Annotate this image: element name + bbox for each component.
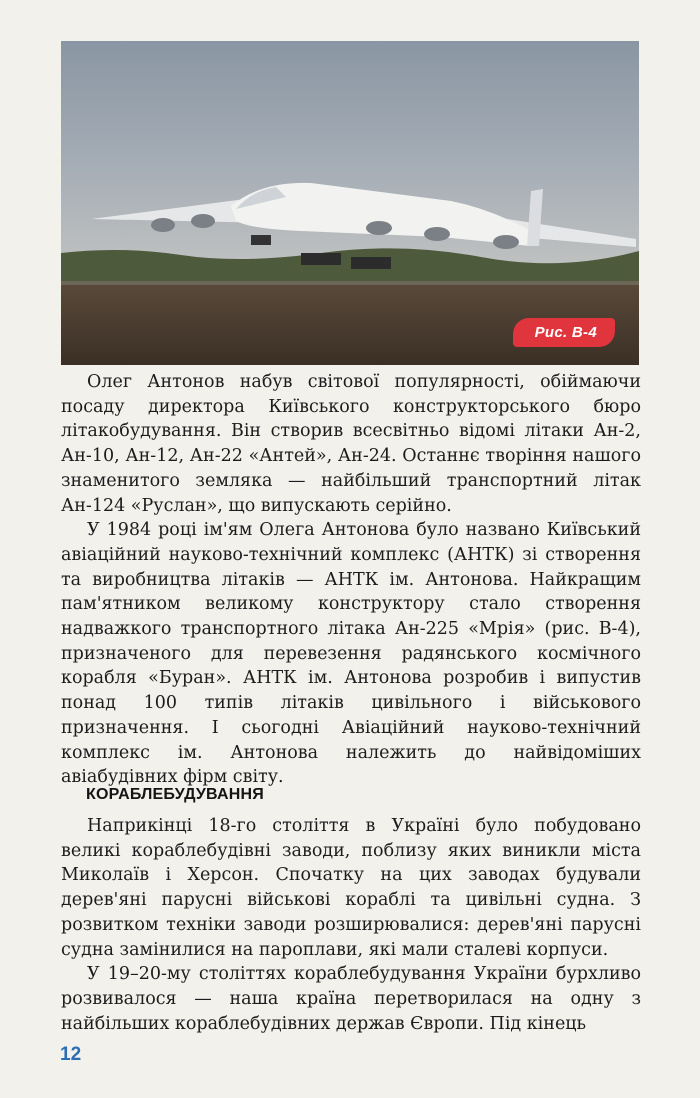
article-text-bottom: [61, 814, 641, 1036]
section-heading: КОРАБЛЕБУДУВАННЯ: [86, 786, 264, 803]
engine: [151, 218, 175, 232]
an-225-illustration: [61, 41, 639, 365]
landing-gear: [351, 257, 391, 269]
airplane-photo: [61, 41, 639, 365]
paragraph: Наприкінці 18-го століття в Україні було побудовано великі кораблебудівні заводи, поблизу яких виникли міста Миколаїв і Херсон. Спочатку на цих заводах будували дерев'яні парусні військові кораблі та цивільні судна. З розвитком техніки заводи розширювалися: дерев'яні парусні судна замінилися на пароплави, які мали сталеві корпуси.: [61, 816, 641, 960]
paragraph: У 19–20-му століттях кораблебудування України бурхливо розвивалося — наша країна перетворилася на одну з найбільших кораблебудівних держав Європи. Під кінець: [61, 964, 641, 1034]
figure-label: Рис. В-4: [513, 318, 615, 347]
page-number: 12: [60, 1044, 82, 1065]
engine: [424, 227, 450, 241]
landing-gear: [301, 253, 341, 265]
paragraph: У 1984 році ім'ям Олега Антонова було названо Київський авіаційний науково-технічний комплекс (АНТК) зі створення та виробництва літаків — АНТК ім. Антонова. Найкращим пам'ятником великому конструктору стало створення надважкого транспортного літака Ан-225 «Мрія» (рис. В-4), призначеного для перевезення радянського космічного корабля «Буран». АНТК ім. Антонова розробив і випустив понад 100 типів літаків цивільного і військового призначення. І сьогодні Авіаційний науково-технічний комплекс ім. Антонова належить до найвідоміших авіабудівних фірм світу.: [61, 520, 641, 788]
paragraph: Олег Антонов набув світової популярності, обіймаючи посаду директора Київського конструкторського бюро літакобудування. Він створив всесвітньо відомі літаки Ан-2, Ан-10, Ан-12, Ан-22 «Антей», Ан-24. Останнє творіння нашого знаменитого земляка — найбільший транспортний літак Ан-124 «Руслан», що випускають серійно.: [61, 372, 641, 516]
sky: [61, 41, 639, 281]
engine: [493, 235, 519, 249]
article-text-top: [61, 370, 641, 790]
engine: [366, 221, 392, 235]
landing-gear: [251, 235, 271, 245]
engine: [191, 214, 215, 228]
